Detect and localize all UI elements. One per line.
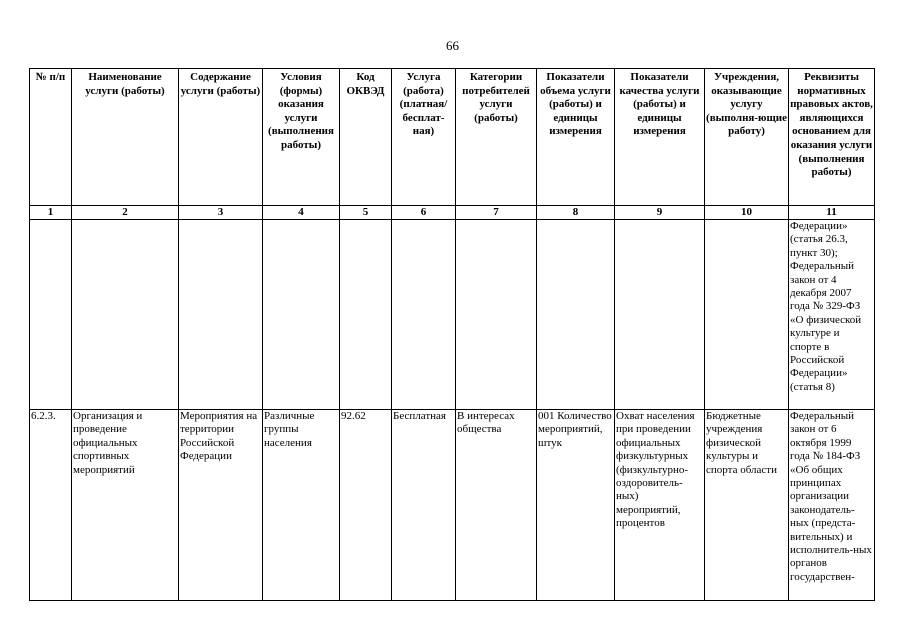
empty-cell [340,220,392,410]
institutions-cell: Бюджетные учреждения физической культуры и спорта области [705,410,789,601]
empty-cell [392,220,456,410]
services-table [29,68,875,601]
header-num: № п/п [30,69,72,206]
header-row [30,69,875,206]
empty-cell [263,220,340,410]
volume-cell: 001 Количество мероприятий, штук [537,410,615,601]
empty-cell [615,220,705,410]
acts-continuation-cell: Федерации» (статья 26.3, пункт 30); Федеральный закон от 4 декабря 2007 года № 329-ФЗ «О физической культуре и спорте в Российской Федерации» (статья 8) [789,220,875,410]
column-number: 11 [789,206,875,220]
header-conditions: Условия (формы) оказания услуги (выполнения работы) [263,69,340,206]
header-volume: Показатели объема услуги (работы) и единицы измерения [537,69,615,206]
column-number: 3 [179,206,263,220]
column-number: 1 [30,206,72,220]
page-number: 66 [446,38,459,53]
service-content-cell: Мероприятия на территории Российской Федерации [179,410,263,601]
column-number: 2 [72,206,179,220]
table-row [30,410,875,601]
column-number: 6 [392,206,456,220]
column-number: 4 [263,206,340,220]
quality-cell: Охват населения при проведении официальных физкультурных (физкультурно-оздоровитель-ных) мероприятий, процентов [615,410,705,601]
column-number-row [30,206,875,220]
empty-cell [456,220,537,410]
row-number-cell: 6.2.3. [30,410,72,601]
header-okved: Код ОКВЭД [340,69,392,206]
header-name: Наименование услуги (работы) [72,69,179,206]
paid-cell: Бесплатная [392,410,456,601]
header-consumers: Категории потребителей услуги (работы) [456,69,537,206]
conditions-cell: Различные группы населения [263,410,340,601]
acts-cell: Федеральный закон от 6 октября 1999 года № 184-ФЗ «Об общих принципах организации законодатель-ных (предста-вительных) и исполнитель-ных органов государствен- [789,410,875,601]
header-institutions: Учреждения, оказывающие услугу (выполня-ющие работу) [705,69,789,206]
empty-cell [705,220,789,410]
column-number: 8 [537,206,615,220]
column-number: 7 [456,206,537,220]
empty-cell [537,220,615,410]
continuation-row [30,220,875,410]
empty-cell [179,220,263,410]
column-number: 5 [340,206,392,220]
column-number: 9 [615,206,705,220]
header-acts: Реквизиты нормативных правовых актов, являющихся основанием для оказания услуги (выполнения работы) [789,69,875,206]
header-quality: Показатели качества услуги (работы) и единицы измерения [615,69,705,206]
service-name-cell: Организация и проведение официальных спортивных мероприятий [72,410,179,601]
okved-cell: 92.62 [340,410,392,601]
empty-cell [72,220,179,410]
consumers-cell: В интересах общества [456,410,537,601]
header-paid: Услуга (работа) (платная/ бесплат-ная) [392,69,456,206]
empty-cell [30,220,72,410]
column-number: 10 [705,206,789,220]
header-content: Содержание услуги (работы) [179,69,263,206]
